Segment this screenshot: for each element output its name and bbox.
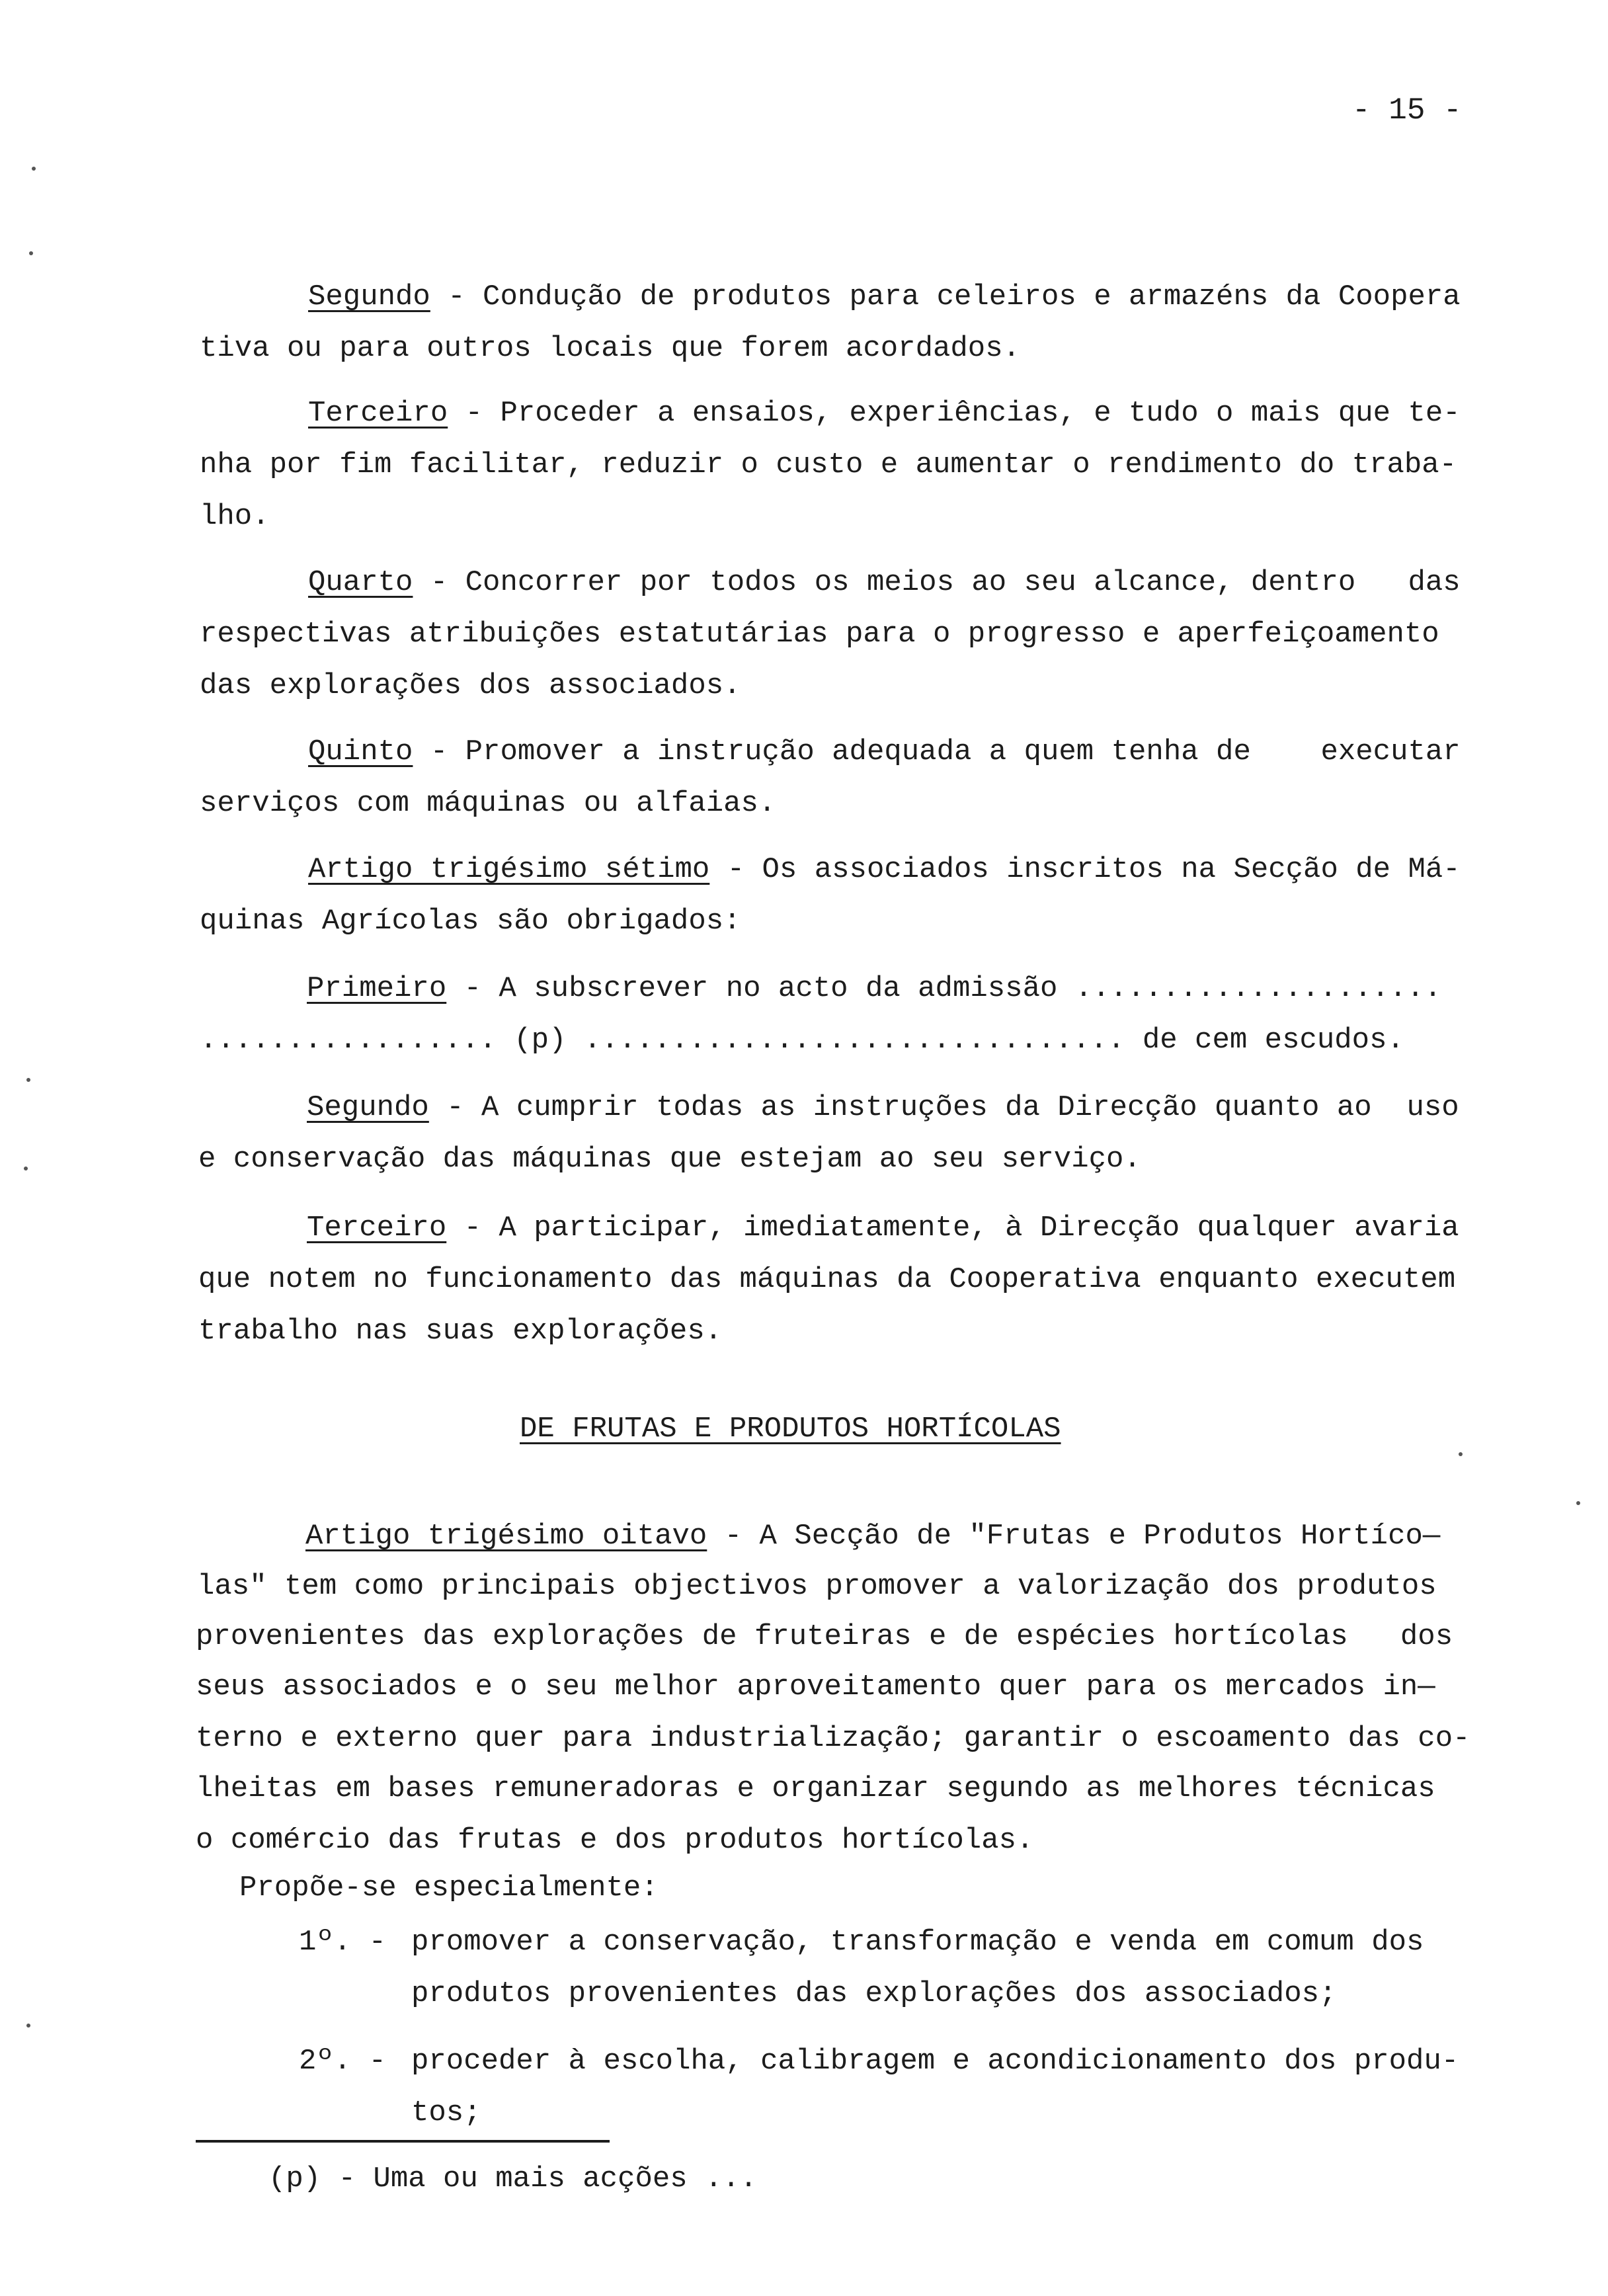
article-38-line-1	[305, 1510, 1440, 1562]
article-38-line-7: o comércio das frutas e dos produtos hortícolas.	[196, 1824, 1034, 1857]
footnote: (p) - Uma ou mais acções ...	[268, 2162, 758, 2195]
clause-label: Quarto	[308, 566, 413, 599]
section-heading: DE FRUTAS E PRODUTOS HORTÍCOLAS	[520, 1413, 1061, 1446]
paragraph-quinto-line-2: serviços com máquinas ou alfaias.	[200, 787, 776, 820]
clause-text: - Promover a instrução adequada a quem tenha de executar	[413, 735, 1461, 768]
paragraph-quarto-line-1	[308, 557, 1461, 608]
paragraph-quarto-line-2: respectivas atribuições estatutárias para o progresso e aperfeiçoamento	[200, 618, 1439, 651]
article-38-line-4: seus associados e o seu melhor aproveitamento quer para os mercados in—	[196, 1670, 1435, 1703]
paragraph-terceiro-line-3: lho.	[200, 500, 270, 533]
article-text: - A Secção de "Frutas e Produtos Hortíco—	[707, 1520, 1441, 1553]
paragraph-terceiro-b-line-3: trabalho nas suas explorações.	[198, 1315, 723, 1348]
clause-text: - Condução de produtos para celeiros e armazéns da Coopera	[430, 280, 1461, 313]
list-item-2-line-2: tos;	[411, 2096, 481, 2129]
paragraph-segundo-b-line-2: e conservação das máquinas que estejam ao seu serviço.	[198, 1143, 1141, 1176]
paragraph-terceiro-line-2: nha por fim facilitar, reduzir o custo e aumentar o rendimento do traba-	[200, 448, 1457, 481]
list-item-2-number: 2º. -	[299, 2045, 387, 2078]
paragraph-primeiro-line-1	[307, 963, 1441, 1014]
paragraph-primeiro-line-2: ................. (p) ............................... de cem escudos.	[200, 1024, 1404, 1057]
clause-label: Quinto	[308, 735, 413, 768]
article-38-line-2: las" tem como principais objectivos promover a valorização dos produtos	[197, 1570, 1437, 1603]
paragraph-quinto-line-1	[308, 726, 1461, 778]
scan-speck	[26, 2024, 30, 2028]
scan-speck	[1576, 1501, 1580, 1505]
list-item-1-line-2: produtos provenientes das explorações dos associados;	[411, 1977, 1337, 2010]
scan-speck	[24, 1167, 28, 1170]
paragraph-terceiro-b-line-2: que notem no funcionamento das máquinas da Cooperativa enquanto executem	[198, 1263, 1456, 1296]
article-37-line-2: quinas Agrícolas são obrigados:	[200, 905, 741, 938]
paragraph-terceiro-b-line-1	[307, 1202, 1459, 1254]
clause-text: - Concorrer por todos os meios ao seu alcance, dentro das	[413, 566, 1461, 599]
paragraph-terceiro-line-1	[308, 388, 1461, 439]
clause-label: Primeiro	[307, 972, 447, 1005]
article-text: - Os associados inscritos na Secção de Má-	[709, 853, 1461, 886]
scan-speck	[1459, 1452, 1463, 1456]
clause-text: - Proceder a ensaios, experiências, e tudo o mais que te-	[448, 397, 1461, 430]
article-label: Artigo trigésimo sétimo	[308, 853, 710, 886]
article-38-line-6: lheitas em bases remuneradoras e organizar segundo as melhores técnicas	[196, 1772, 1435, 1805]
scan-speck	[26, 1078, 30, 1082]
paragraph-quarto-line-3: das explorações dos associados.	[200, 669, 741, 702]
scan-speck	[32, 167, 36, 171]
article-37-line-1	[308, 844, 1461, 895]
paragraph-segundo-b-line-1	[307, 1082, 1459, 1133]
clause-text: - A cumprir todas as instruções da Direcção quanto ao uso	[428, 1091, 1459, 1124]
article-38-line-3: provenientes das explorações de fruteiras e de espécies hortícolas dos	[196, 1620, 1453, 1653]
footnote-rule	[196, 2140, 610, 2143]
list-item-2-line-1: proceder à escolha, calibragem e acondicionamento dos produ-	[411, 2045, 1459, 2078]
clause-label: Terceiro	[308, 397, 448, 430]
article-38-line-8: Propõe-se especialmente:	[239, 1871, 659, 1905]
clause-text: - A subscrever no acto da admissão .....................	[446, 972, 1442, 1005]
paragraph-segundo-line-1	[308, 271, 1461, 323]
paragraph-segundo-line-2: tiva ou para outros locais que forem acordados.	[200, 332, 1021, 365]
clause-label: Segundo	[307, 1091, 429, 1124]
clause-text: - A participar, imediatamente, à Direcção qualquer avaria	[446, 1211, 1459, 1245]
list-item-1-line-1: promover a conservação, transformação e venda em comum dos	[411, 1926, 1424, 1959]
article-label: Artigo trigésimo oitavo	[305, 1520, 707, 1553]
page-number: - 15 -	[1352, 93, 1462, 128]
clause-label: Segundo	[308, 280, 430, 313]
scan-speck	[29, 251, 33, 255]
article-38-line-5: terno e externo quer para industrialização; garantir o escoamento das co-	[196, 1722, 1470, 1755]
list-item-1-number: 1º. -	[299, 1926, 387, 1959]
clause-label: Terceiro	[307, 1211, 447, 1245]
